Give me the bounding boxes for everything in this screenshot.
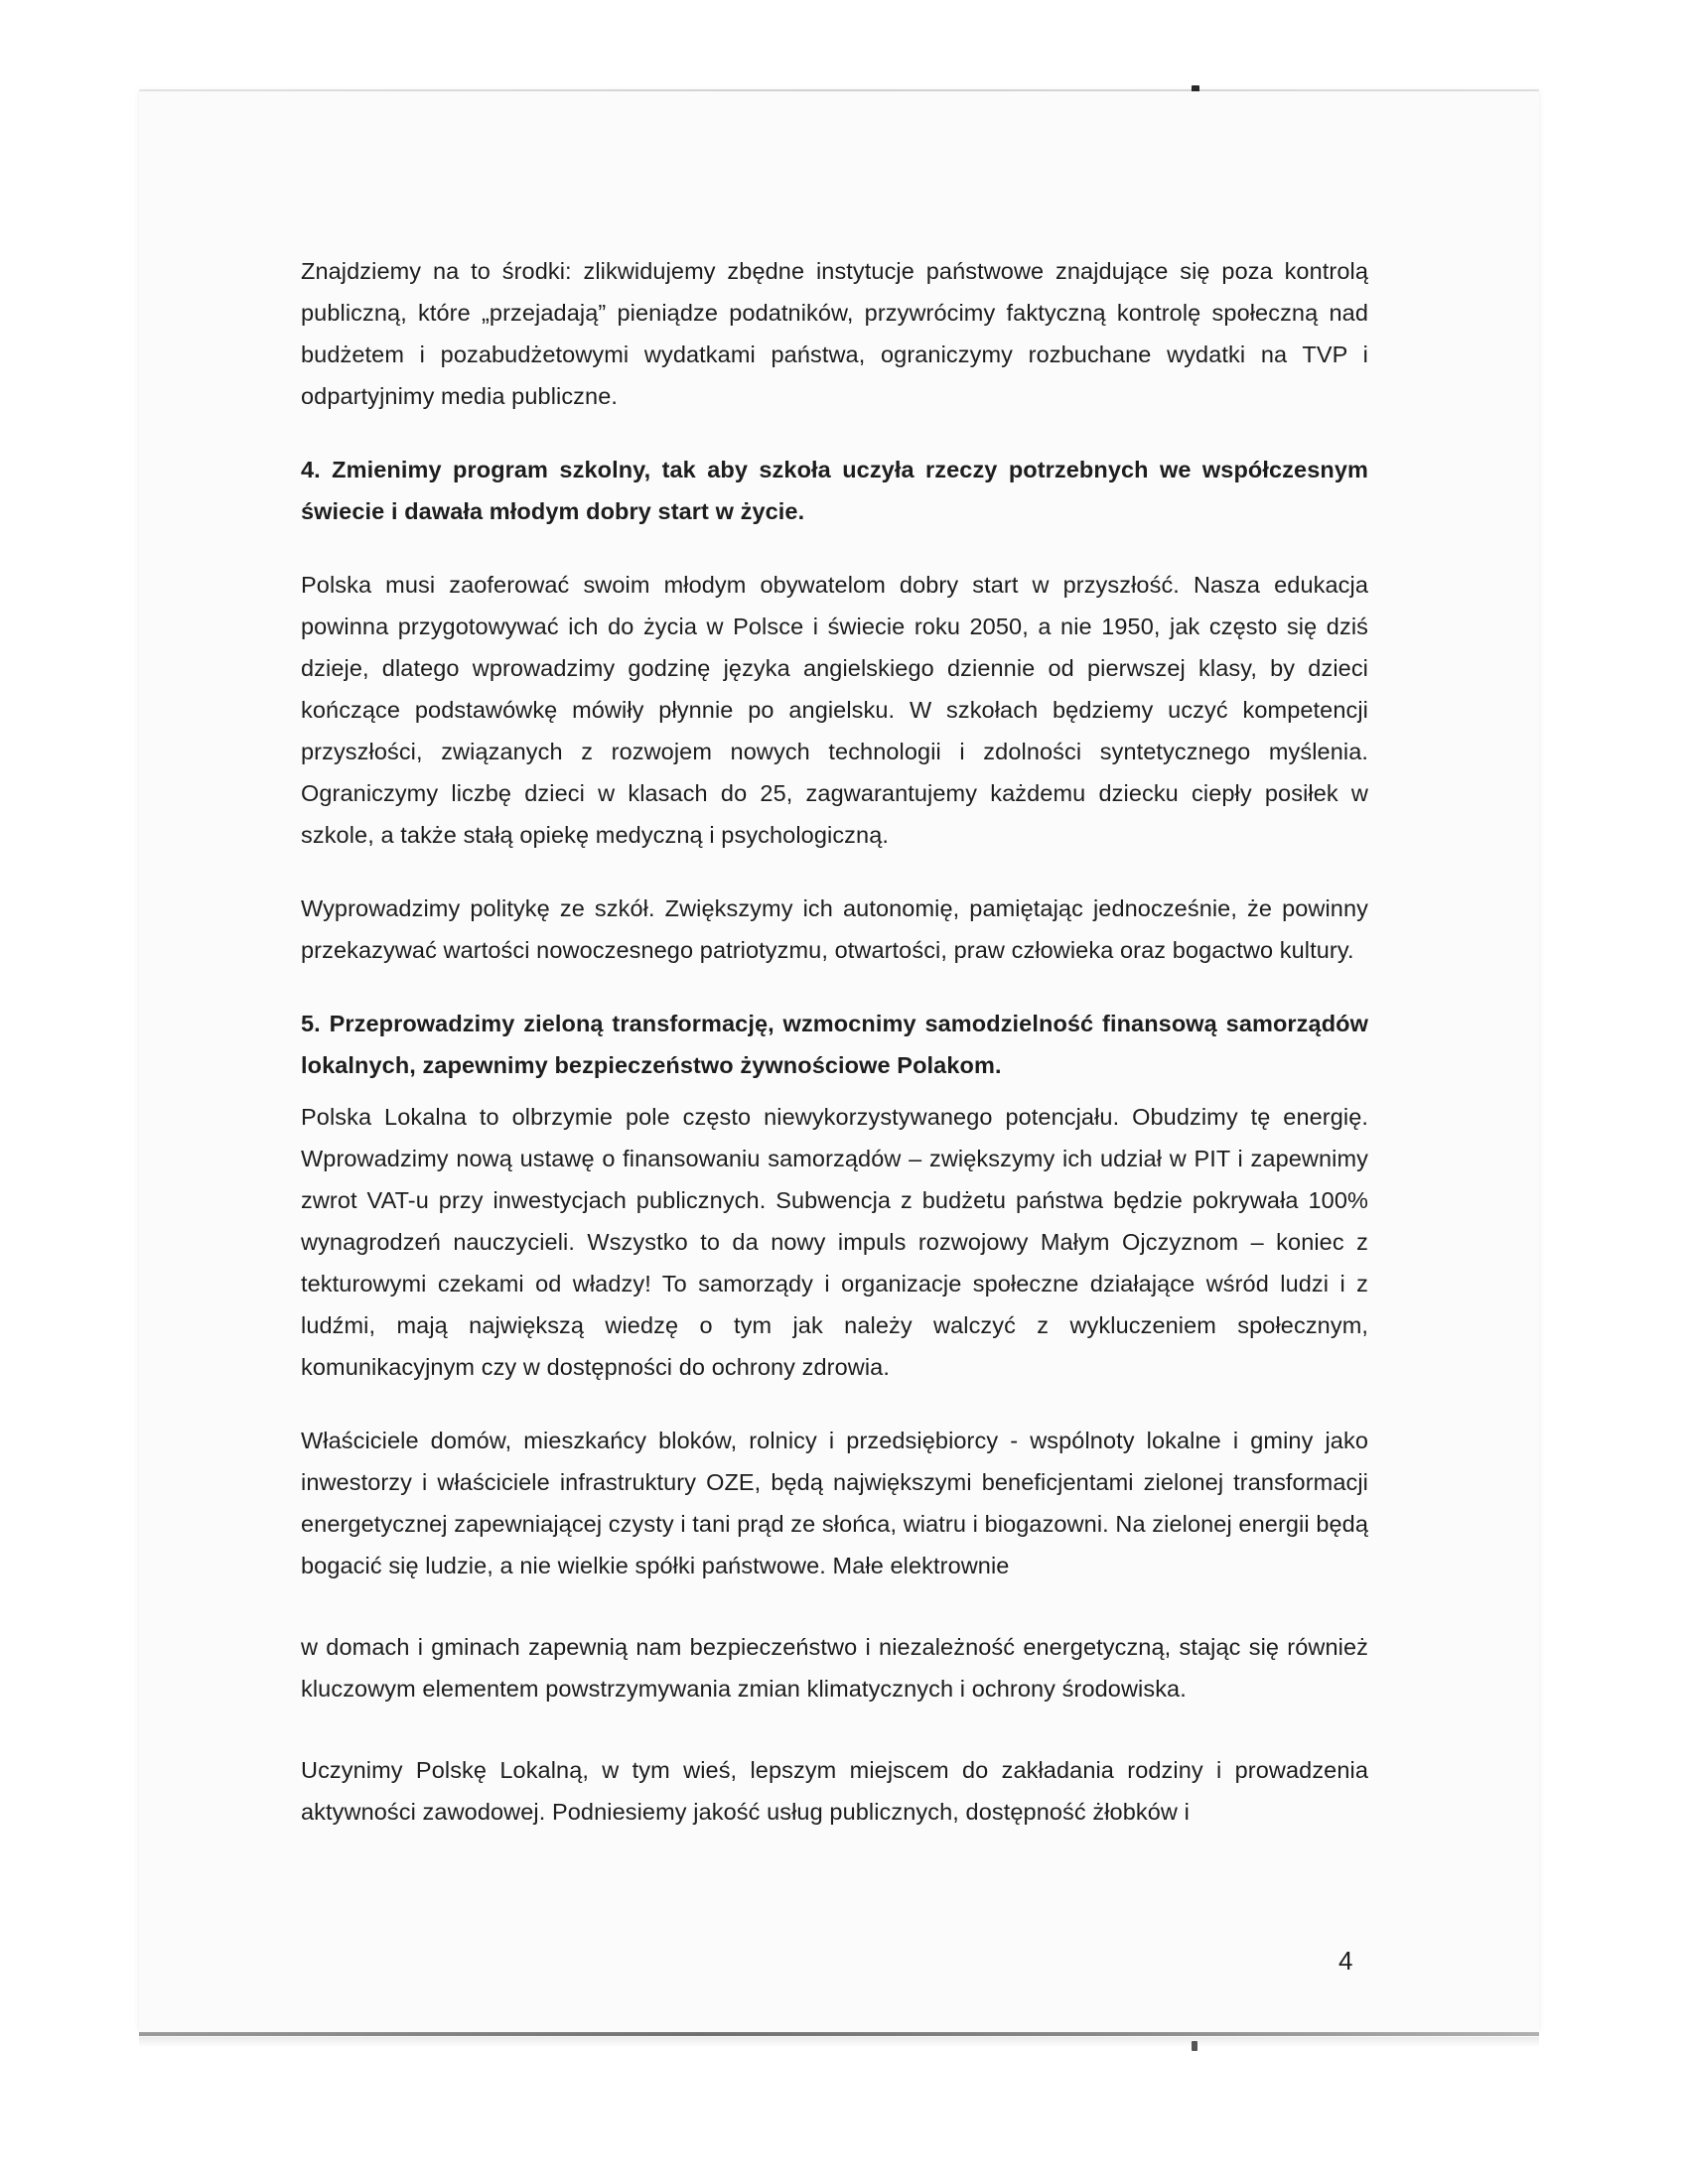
page-bottom-shadow (139, 2037, 1539, 2047)
paragraph-energy-security: w domach i gminach zapewnią nam bezpieczeństwo i niezależność energetyczną, stając się również kluczowym elementem powstrzymywania zmian klimatycznych i ochrony środowiska. (301, 1634, 1368, 1702)
paragraph-green-energy: Właściciele domów, mieszkańcy bloków, rolnicy i przedsiębiorcy - wspólnoty lokalne i gminy jako inwestorzy i właściciele infrastruktury OZE, będą największymi beneficjentami zielonej transformacji energetycznej zapewniającej czysty i tani prąd ze słońca, wiatru i biogazowni. Na zielonej energii będą bogacić się ludzie, a nie wielkie spółki państwowe. Małe elektrownie (301, 1428, 1368, 1578)
paragraph-education: Polska musi zaoferować swoim młodym obywatelom dobry start w przyszłość. Nasza edukacja powinna przygotowywać ich do życia w Polsce i świecie roku 2050, a nie 1950, jak często się dziś dzieje, dlatego wprowadzimy godzinę języka angielskiego dziennie od pierwszej klasy, by dzieci kończące podstawówkę mówiły płynnie po angielsku. W szkołach będziemy uczyć kompetencji przyszłości, związanych z rozwojem nowych technologii i zdolności syntetycznego myślenia. Ograniczymy liczbę dzieci w klasach do 25, zagwarantujemy każdemu dziecku ciepły posiłek w szkole, a także stałą opiekę medyczną i psychologiczną. (301, 572, 1368, 848)
binding-mark-bottom (1192, 2041, 1197, 2051)
page-number: 4 (1338, 1946, 1353, 1976)
heading-point-5: 5. Przeprowadzimy zieloną transformację, wzmocnimy samodzielność finansową samorządów lokalnych, zapewnimy bezpieczeństwo żywnościowe Polakom. (301, 1011, 1368, 1078)
paragraph-schools-politics: Wyprowadzimy politykę ze szkół. Zwiększymy ich autonomię, pamiętając jednocześnie, że powinny przekazywać wartości nowoczesnego patriotyzmu, otwartości, praw człowieka oraz bogactwo kultury. (301, 895, 1368, 963)
document-body (301, 250, 1368, 1833)
paragraph-funding: Znajdziemy na to środki: zlikwidujemy zbędne instytucje państwowe znajdujące się poza kontrolą publiczną, które „przejadają” pieniądze podatników, przywrócimy faktyczną kontrolę społeczną nad budżetem i pozabudżetowymi wydatkami państwa, ograniczymy rozbuchane wydatki na TVP i odpartyjnimy media publiczne. (301, 258, 1368, 409)
page-bottom-edge (139, 2032, 1539, 2036)
paragraph-local-poland: Polska Lokalna to olbrzymie pole często niewykorzystywanego potencjału. Obudzimy tę energię. Wprowadzimy nową ustawę o finansowaniu samorządów – zwiększymy ich udział w PIT i zapewnimy zwrot VAT-u przy inwestycjach publicznych. Subwencja z budżetu państwa będzie pokrywała 100% wynagrodzeń nauczycieli. Wszystko to da nowy impuls rozwojowy Małym Ojczyznom – koniec z tekturowymi czekami od władzy! To samorządy i organizacje społeczne działające wśród ludzi i z ludźmi, mają największą wiedzę o tym jak należy walczyć z wykluczeniem społecznym, komunikacyjnym czy w dostępności do ochrony zdrowia. (301, 1104, 1368, 1380)
heading-point-4: 4. Zmienimy program szkolny, tak aby szkoła uczyła rzeczy potrzebnych we współczesnym świecie i dawała młodym dobry start w życie. (301, 457, 1368, 524)
paragraph-rural-life: Uczynimy Polskę Lokalną, w tym wieś, lepszym miejscem do zakładania rodziny i prowadzenia aktywności zawodowej. Podniesiemy jakość usług publicznych, dostępność żłobków i (301, 1757, 1368, 1825)
